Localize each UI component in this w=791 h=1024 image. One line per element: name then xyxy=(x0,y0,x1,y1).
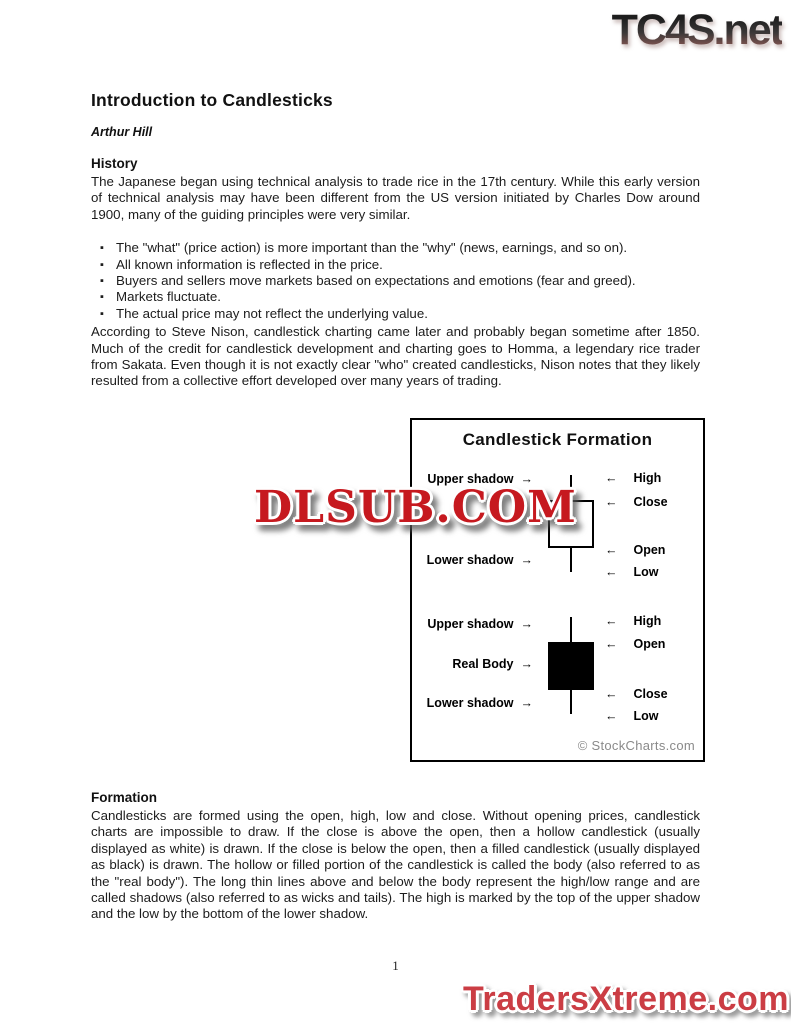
dlsub-watermark: DLSUB.COM xyxy=(254,482,577,533)
stockcharts-credit: © StockCharts.com xyxy=(577,738,695,753)
bullet-icon: ▪ xyxy=(100,307,104,320)
arrow-left-icon: ← xyxy=(605,543,618,557)
document-body xyxy=(91,90,700,390)
figure-title: Candlestick Formation xyxy=(462,430,653,449)
bullet-icon: ▪ xyxy=(100,242,104,255)
lower-shadow-line xyxy=(570,690,572,714)
arrow-right-icon: → xyxy=(520,657,533,671)
bullet-text: All known information is reflected in the price. xyxy=(116,256,383,272)
list-item xyxy=(91,306,700,322)
label-close: ← Close xyxy=(605,495,668,509)
label-low: ← Low xyxy=(605,709,659,723)
arrow-left-icon: ← xyxy=(605,565,618,579)
arrow-left-icon: ← xyxy=(605,709,618,723)
label-real-body: Real Body → xyxy=(452,657,533,671)
arrow-left-icon: ← xyxy=(605,614,618,628)
label-close: ← Close xyxy=(605,687,668,701)
history-paragraph-2: According to Steve Nison, candlestick charting came later and probably began sometime after 1850. Much of the credit for candlestick development and charting goes to Homma, a legendary rice trader from Sakata. Even though it is not exactly clear "who" created candlesticks, Nison notes that they likely resulted from a collective effort developed over many years of trading. xyxy=(91,324,700,389)
upper-shadow-line xyxy=(570,617,572,642)
candlestick-formation-figure xyxy=(410,418,705,762)
author-name: Arthur Hill xyxy=(91,125,153,139)
label-upper-shadow: Upper shadow → xyxy=(427,472,533,486)
label-open: ← Open xyxy=(605,543,666,557)
formation-section xyxy=(91,790,700,923)
formation-paragraph: Candlesticks are formed using the open, high, low and close. Without opening prices, candlestick charts are impossible to draw. If the close is above the open, then a hollow candlestick (usually displayed as white) is drawn. If the close is below the open, then a filled candlestick (usually displayed as black) is drawn. The hollow or filled portion of the candlestick is called the body (also referred to as the "real body"). The long thin lines above and below the body represent the high/low range and are called shadows (also referred to as wicks and tails). The high is marked by the top of the upper shadow and the low by the bottom of the lower shadow. xyxy=(91,808,700,922)
page-title: Introduction to Candlesticks xyxy=(91,90,333,110)
list-item xyxy=(91,289,700,305)
label-lower-shadow: Lower shadow → xyxy=(426,553,533,567)
list-item xyxy=(91,257,700,273)
tc4s-logo: TC4S.net xyxy=(611,6,782,54)
arrow-left-icon: ← xyxy=(605,637,618,651)
page-number: 1 xyxy=(392,958,399,973)
formation-heading: Formation xyxy=(91,790,157,805)
arrow-right-icon: → xyxy=(520,553,533,567)
label-lower-shadow: Lower shadow → xyxy=(426,696,533,710)
filled-candle-body xyxy=(548,642,594,690)
arrow-left-icon: ← xyxy=(605,687,618,701)
bullet-text: Buyers and sellers move markets based on expectations and emotions (fear and greed). xyxy=(116,273,636,289)
arrow-left-icon: ← xyxy=(605,471,618,485)
arrow-left-icon: ← xyxy=(605,495,618,509)
bullet-text: Markets fluctuate. xyxy=(116,289,221,305)
lower-shadow-line xyxy=(570,548,572,572)
label-high: ← High xyxy=(605,614,662,628)
label-upper-shadow: Upper shadow → xyxy=(427,617,533,631)
arrow-right-icon: → xyxy=(520,696,533,710)
list-item xyxy=(91,273,700,289)
arrow-right-icon: → xyxy=(520,617,533,631)
bullet-text: The actual price may not reflect the underlying value. xyxy=(116,305,428,321)
bullet-icon: ▪ xyxy=(100,275,104,288)
bullet-text: The "what" (price action) is more important than the "why" (news, earnings, and so on). xyxy=(116,240,628,256)
history-heading: History xyxy=(91,156,138,171)
label-high: ← High xyxy=(605,471,662,485)
bullet-icon: ▪ xyxy=(100,258,104,271)
label-open: ← Open xyxy=(605,637,666,651)
principles-bullet-list xyxy=(91,240,700,322)
history-paragraph-1: The Japanese began using technical analysis to trade rice in the 17th century. While this early version of technical analysis may have been different from the US version initiated by Charles Dow around 1900, many of the guiding principles were very similar. xyxy=(91,174,700,222)
arrow-right-icon: → xyxy=(520,472,533,486)
list-item xyxy=(91,240,700,256)
label-low: ← Low xyxy=(605,565,659,579)
tradersxtreme-logo: TradersXtreme.com xyxy=(463,980,789,1018)
bullet-icon: ▪ xyxy=(100,291,104,304)
